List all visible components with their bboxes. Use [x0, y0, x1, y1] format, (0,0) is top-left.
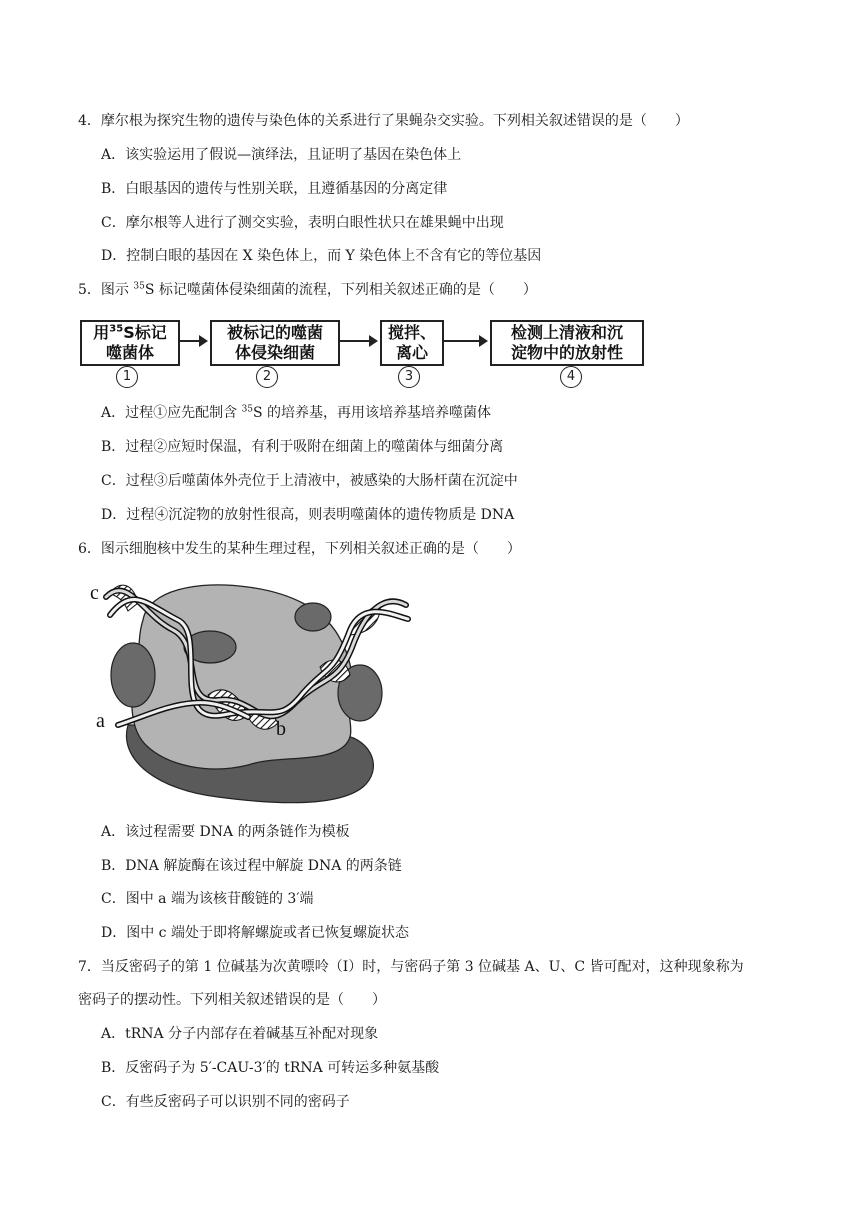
flow-box-1: 用$^{35}$S标记 噬菌体 [80, 320, 180, 366]
q4-option-c: C．摩尔根等人进行了测交实验，表明白眼性状只在雄果蝇中出现 [101, 215, 504, 231]
q7-option-b: B．反密码子为 5′-CAU-3′的 tRNA 可转运多种氨基酸 [101, 1060, 440, 1076]
lobe-left [111, 643, 155, 707]
flow-arrow-3 [442, 340, 486, 342]
q4-stem: 4．摩尔根为探究生物的遗传与染色体的关系进行了果蝇杂交实验。下列相关叙述错误的是（ ） [78, 113, 689, 129]
flow-box-2: 被标记的噬菌 体侵染细菌 [210, 320, 340, 366]
step-number-2: 2 [256, 366, 278, 388]
q6-option-b: B．DNA 解旋酶在该过程中解旋 DNA 的两条链 [101, 858, 402, 874]
q4-option-a: A．该实验运用了假说—演绎法，且证明了基因在染色体上 [101, 147, 462, 163]
q5-stem: 5．图示 $^{35}$S 标记噬菌体侵染细菌的流程，下列相关叙述正确的是（ ） [78, 281, 537, 298]
q5-option-d: D．过程④沉淀物的放射性很高，则表明噬菌体的遗传物质是 DNA [101, 507, 515, 523]
q7-option-a: A．tRNA 分子内部存在着碱基互补配对现象 [101, 1026, 379, 1042]
q5-option-a: A．过程①应先配制含 $^{35}$S 的培养基，再用该培养基培养噬菌体 [101, 404, 492, 421]
flow-box-3: 搅拌、 离心 [380, 320, 444, 366]
q4-option-d: D．控制白眼的基因在 X 染色体上，而 Y 染色体上不含有它的等位基因 [101, 248, 542, 264]
flow-box-4: 检测上清液和沉 淀物中的放射性 [490, 320, 644, 366]
q6-option-c: C．图中 a 端为该核苷酸链的 3′端 [101, 891, 314, 907]
q7-option-c: C．有些反密码子可以识别不同的密码子 [101, 1094, 350, 1110]
flow-arrow-1 [178, 340, 206, 342]
q5-option-c: C．过程③后噬菌体外壳位于上清液中，被感染的大肠杆菌在沉淀中 [101, 473, 518, 489]
flow-arrow-2 [338, 340, 376, 342]
step-number-4: 4 [560, 366, 582, 388]
label-b: b [276, 718, 286, 740]
transcription-diagram [88, 575, 418, 815]
label-c: c [90, 582, 99, 604]
step-number-3: 3 [398, 366, 420, 388]
lobe-top [295, 603, 331, 631]
q6-stem: 6．图示细胞核中发生的某种生理过程，下列相关叙述正确的是（ ） [78, 541, 521, 557]
q6-option-d: D．图中 c 端处于即将解螺旋或者已恢复螺旋状态 [101, 925, 409, 941]
q5-option-b: B．过程②应短时保温，有利于吸附在细菌上的噬菌体与细菌分离 [101, 439, 504, 455]
q6-option-a: A．该过程需要 DNA 的两条链作为模板 [101, 824, 350, 840]
q4-option-b: B．白眼基因的遗传与性别关联，且遵循基因的分离定律 [101, 181, 448, 197]
q7-stem-line2: 密码子的摆动性。下列相关叙述错误的是（ ） [78, 992, 386, 1008]
q5-flowchart [78, 318, 658, 390]
step-number-1: 1 [116, 366, 138, 388]
q7-stem-line1: 7．当反密码子的第 1 位碱基为次黄嘌呤（I）时，与密码子第 3 位碱基 A、U、C 皆可配对，这种现象称为 [78, 959, 744, 975]
label-a: a [96, 710, 105, 732]
